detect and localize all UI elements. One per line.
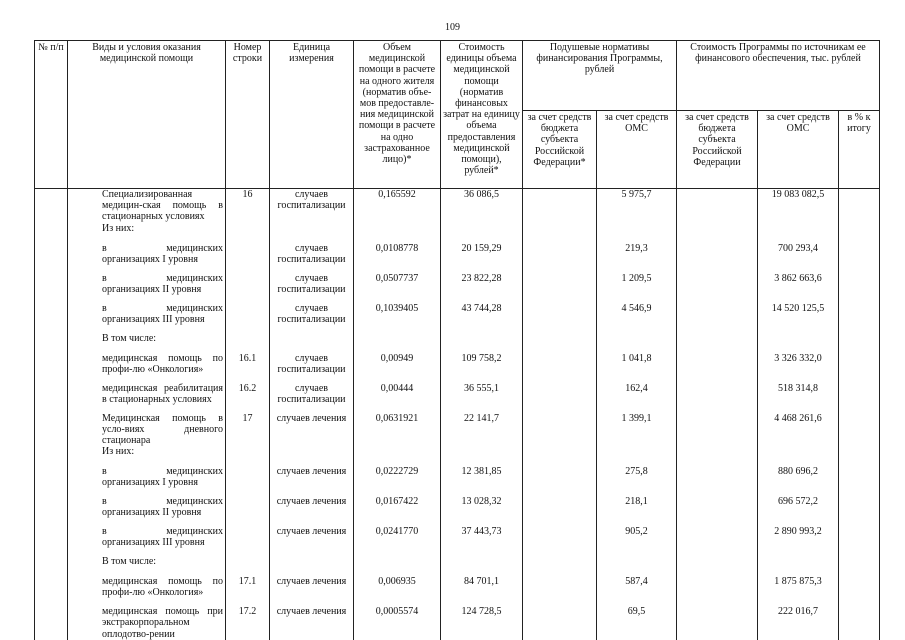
- cell-row-no: [226, 556, 270, 576]
- cell-unit: случаев лечения: [270, 606, 354, 640]
- cell-percap-budget: [523, 243, 597, 273]
- cell-unit: случаев госпитализации: [270, 273, 354, 303]
- cell-row-no: [226, 223, 270, 243]
- cell-row-no: [226, 446, 270, 466]
- cell-volume: 0,1039405: [354, 303, 441, 333]
- cell-cost: 84 701,1: [441, 576, 523, 606]
- cell-percap-oms: 219,3: [597, 243, 677, 273]
- cell-unit: случаев госпитализации: [270, 383, 354, 413]
- cell-program-budget: [677, 413, 758, 447]
- cell-program-oms: 4 468 261,6: [758, 413, 839, 447]
- cell-program-budget: [677, 526, 758, 556]
- cell-program-budget: [677, 466, 758, 496]
- header-types: Виды и условия оказания медицинской помощи: [68, 41, 226, 189]
- cell-cost: 109 758,2: [441, 353, 523, 383]
- cell-unit: [270, 446, 354, 466]
- header-cost: Стоимость единицы объема медицинской помощи (норматив финансовых затрат на единицу объема предоставления медицинской помощи), рублей*: [441, 41, 523, 189]
- cell-percap-oms: [597, 556, 677, 576]
- cell-percap-oms: [597, 446, 677, 466]
- cell-program-pct: [839, 606, 880, 640]
- cell-name: В том числе:: [68, 333, 226, 353]
- cell-name: медицинская помощь по профи-лю «Онкология»: [68, 353, 226, 383]
- cell-no: [35, 556, 68, 576]
- cell-program-oms: 222 016,7: [758, 606, 839, 640]
- cell-name: медицинская помощь при экстракорпоральном оплодотво-рении: [68, 606, 226, 640]
- cell-program-oms: 2 890 993,2: [758, 526, 839, 556]
- cell-volume: 0,0241770: [354, 526, 441, 556]
- cell-no: [35, 576, 68, 606]
- cell-program-oms: [758, 446, 839, 466]
- cell-cost: 37 443,73: [441, 526, 523, 556]
- cell-row-no: [226, 333, 270, 353]
- table-row: [35, 383, 880, 413]
- cell-volume: 0,0631921: [354, 413, 441, 447]
- cell-unit: случаев лечения: [270, 576, 354, 606]
- cell-row-no: [226, 466, 270, 496]
- table-row: [35, 189, 880, 223]
- cell-no: [35, 223, 68, 243]
- cell-row-no: [226, 526, 270, 556]
- cell-unit: случаев госпитализации: [270, 353, 354, 383]
- cell-program-pct: [839, 303, 880, 333]
- cell-volume: [354, 446, 441, 466]
- cell-percap-oms: [597, 223, 677, 243]
- cell-program-budget: [677, 353, 758, 383]
- cell-program-oms: 19 083 082,5: [758, 189, 839, 223]
- cell-unit: [270, 223, 354, 243]
- cell-program-budget: [677, 383, 758, 413]
- cell-volume: 0,0507737: [354, 273, 441, 303]
- cell-program-oms: [758, 333, 839, 353]
- cell-program-budget: [677, 333, 758, 353]
- cell-program-pct: [839, 223, 880, 243]
- cell-unit: случаев лечения: [270, 413, 354, 447]
- cell-program-oms: 518 314,8: [758, 383, 839, 413]
- cell-volume: 0,00444: [354, 383, 441, 413]
- cell-unit: случаев госпитализации: [270, 243, 354, 273]
- cell-row-no: 17.2: [226, 606, 270, 640]
- table-body: [35, 189, 880, 640]
- cell-percap-budget: [523, 446, 597, 466]
- cell-program-oms: 696 572,2: [758, 496, 839, 526]
- cell-program-budget: [677, 243, 758, 273]
- cell-row-no: 17.1: [226, 576, 270, 606]
- cell-unit: случаев лечения: [270, 466, 354, 496]
- cell-percap-oms: 4 546,9: [597, 303, 677, 333]
- cell-program-oms: 700 293,4: [758, 243, 839, 273]
- header-per-capita: Подушевые нормативы финансирования Программы, рублей: [523, 41, 677, 111]
- cell-program-budget: [677, 446, 758, 466]
- cell-volume: [354, 556, 441, 576]
- cell-no: [35, 333, 68, 353]
- cell-volume: 0,0005574: [354, 606, 441, 640]
- cell-unit: случаев лечения: [270, 526, 354, 556]
- cell-percap-oms: 1 041,8: [597, 353, 677, 383]
- cell-program-oms: 14 520 125,5: [758, 303, 839, 333]
- cell-percap-oms: [597, 333, 677, 353]
- cell-unit: случаев госпитализации: [270, 189, 354, 223]
- cell-name: в медицинских организациях II уровня: [68, 273, 226, 303]
- cell-program-oms: 3 862 663,6: [758, 273, 839, 303]
- cell-percap-budget: [523, 413, 597, 447]
- header-program-pct: в % к итогу: [839, 111, 880, 189]
- cell-percap-budget: [523, 556, 597, 576]
- cell-cost: 23 822,28: [441, 273, 523, 303]
- cell-cost: [441, 223, 523, 243]
- table-row: [35, 303, 880, 333]
- table-row: [35, 273, 880, 303]
- cell-name: в медицинских организациях I уровня: [68, 243, 226, 273]
- cell-no: [35, 273, 68, 303]
- table-row: [35, 353, 880, 383]
- cell-cost: [441, 333, 523, 353]
- header-per-capita-oms: за счет средств ОМС: [597, 111, 677, 189]
- header-unit: Единица измерения: [270, 41, 354, 189]
- cell-name: Из них:: [68, 223, 226, 243]
- cell-volume: 0,006935: [354, 576, 441, 606]
- cell-percap-budget: [523, 526, 597, 556]
- cell-percap-budget: [523, 606, 597, 640]
- cell-program-oms: 1 875 875,3: [758, 576, 839, 606]
- cell-program-budget: [677, 496, 758, 526]
- cell-row-no: 17: [226, 413, 270, 447]
- cell-name: медицинская помощь по профи-лю «Онкология»: [68, 576, 226, 606]
- cell-program-pct: [839, 466, 880, 496]
- cell-program-budget: [677, 556, 758, 576]
- cell-percap-budget: [523, 496, 597, 526]
- cell-volume: 0,00949: [354, 353, 441, 383]
- cell-percap-budget: [523, 576, 597, 606]
- cell-cost: 13 028,32: [441, 496, 523, 526]
- table-row: [35, 466, 880, 496]
- cell-no: [35, 303, 68, 333]
- header-volume: Объем медицинской помощи в расчете на одного жителя (норматив объе-мов предоставле-ния медицинской помощи в расчете на одно застрахованное лицо)*: [354, 41, 441, 189]
- cell-program-pct: [839, 353, 880, 383]
- cell-program-pct: [839, 496, 880, 526]
- cell-program-pct: [839, 243, 880, 273]
- cell-program-budget: [677, 606, 758, 640]
- cell-program-pct: [839, 526, 880, 556]
- cell-program-oms: [758, 556, 839, 576]
- cell-cost: [441, 556, 523, 576]
- cell-unit: [270, 333, 354, 353]
- cell-no: [35, 243, 68, 273]
- cell-row-no: [226, 303, 270, 333]
- cell-row-no: [226, 273, 270, 303]
- cell-program-pct: [839, 446, 880, 466]
- cell-cost: 124 728,5: [441, 606, 523, 640]
- cell-program-budget: [677, 223, 758, 243]
- cell-program-oms: 880 696,2: [758, 466, 839, 496]
- cell-cost: 36 086,5: [441, 189, 523, 223]
- header-no: № п/п: [35, 41, 68, 189]
- cell-no: [35, 383, 68, 413]
- header-program-budget: за счет средств бюджета субъекта Российской Федерации: [677, 111, 758, 189]
- cell-program-pct: [839, 273, 880, 303]
- cell-percap-oms: 218,1: [597, 496, 677, 526]
- table-header: [35, 41, 880, 189]
- cell-name: в медицинских организациях III уровня: [68, 526, 226, 556]
- cell-volume: 0,0108778: [354, 243, 441, 273]
- cell-program-oms: [758, 223, 839, 243]
- cell-volume: [354, 333, 441, 353]
- cell-no: [35, 526, 68, 556]
- cell-cost: 12 381,85: [441, 466, 523, 496]
- cell-program-budget: [677, 273, 758, 303]
- cell-percap-budget: [523, 466, 597, 496]
- cell-name: В том числе:: [68, 556, 226, 576]
- cell-name: Из них:: [68, 446, 226, 466]
- cell-percap-oms: 162,4: [597, 383, 677, 413]
- header-program-cost: Стоимость Программы по источникам ее финансового обеспечения, тыс. рублей: [677, 41, 880, 111]
- cell-cost: 20 159,29: [441, 243, 523, 273]
- page-number: 109: [445, 22, 460, 33]
- cell-percap-budget: [523, 383, 597, 413]
- cell-percap-budget: [523, 273, 597, 303]
- cell-program-budget: [677, 576, 758, 606]
- cell-no: [35, 353, 68, 383]
- table-row: [35, 526, 880, 556]
- cell-no: [35, 466, 68, 496]
- cell-unit: [270, 556, 354, 576]
- cell-row-no: 16.2: [226, 383, 270, 413]
- cell-program-budget: [677, 303, 758, 333]
- cell-program-pct: [839, 576, 880, 606]
- cell-name: в медицинских организациях I уровня: [68, 466, 226, 496]
- cell-cost: 36 555,1: [441, 383, 523, 413]
- cell-percap-oms: 69,5: [597, 606, 677, 640]
- cell-name: Медицинская помощь в усло-виях дневного стационара: [68, 413, 226, 447]
- cell-row-no: 16.1: [226, 353, 270, 383]
- table-row: [35, 223, 880, 243]
- cell-volume: 0,0222729: [354, 466, 441, 496]
- cell-percap-oms: 1 399,1: [597, 413, 677, 447]
- cell-percap-budget: [523, 303, 597, 333]
- header-per-capita-budget: за счет средств бюджета субъекта Российской Федерации*: [523, 111, 597, 189]
- cell-no: [35, 606, 68, 640]
- cell-percap-budget: [523, 189, 597, 223]
- cell-program-pct: [839, 413, 880, 447]
- cell-volume: 0,165592: [354, 189, 441, 223]
- table-row: [35, 576, 880, 606]
- cell-program-pct: [839, 383, 880, 413]
- cell-unit: случаев лечения: [270, 496, 354, 526]
- cell-percap-oms: 905,2: [597, 526, 677, 556]
- table-row: [35, 243, 880, 273]
- cell-row-no: [226, 496, 270, 526]
- cell-cost: 43 744,28: [441, 303, 523, 333]
- table-row: [35, 606, 880, 640]
- cell-row-no: 16: [226, 189, 270, 223]
- cell-percap-budget: [523, 333, 597, 353]
- cell-name: в медицинских организациях III уровня: [68, 303, 226, 333]
- cell-program-budget: [677, 189, 758, 223]
- cell-percap-oms: 587,4: [597, 576, 677, 606]
- cell-row-no: [226, 243, 270, 273]
- cell-cost: 22 141,7: [441, 413, 523, 447]
- cell-program-pct: [839, 189, 880, 223]
- cell-name: в медицинских организациях II уровня: [68, 496, 226, 526]
- cell-percap-budget: [523, 353, 597, 383]
- table-row: [35, 556, 880, 576]
- cell-no: [35, 413, 68, 447]
- table-row: [35, 333, 880, 353]
- cell-no: [35, 189, 68, 223]
- program-cost-table: [34, 40, 880, 640]
- cell-name: Специализированная медицин-ская помощь в стационарных условиях: [68, 189, 226, 223]
- cell-no: [35, 446, 68, 466]
- cell-unit: случаев госпитализации: [270, 303, 354, 333]
- cell-percap-oms: 5 975,7: [597, 189, 677, 223]
- cell-program-pct: [839, 333, 880, 353]
- cell-percap-oms: 1 209,5: [597, 273, 677, 303]
- header-row-no: Номер строки: [226, 41, 270, 189]
- cell-volume: 0,0167422: [354, 496, 441, 526]
- cell-cost: [441, 446, 523, 466]
- table-row: [35, 446, 880, 466]
- table-row: [35, 413, 880, 447]
- cell-no: [35, 496, 68, 526]
- cell-percap-budget: [523, 223, 597, 243]
- cell-percap-oms: 275,8: [597, 466, 677, 496]
- cell-name: медицинская реабилитация в стационарных условиях: [68, 383, 226, 413]
- cell-program-oms: 3 326 332,0: [758, 353, 839, 383]
- table-row: [35, 496, 880, 526]
- cell-volume: [354, 223, 441, 243]
- header-program-oms: за счет средств ОМС: [758, 111, 839, 189]
- cell-program-pct: [839, 556, 880, 576]
